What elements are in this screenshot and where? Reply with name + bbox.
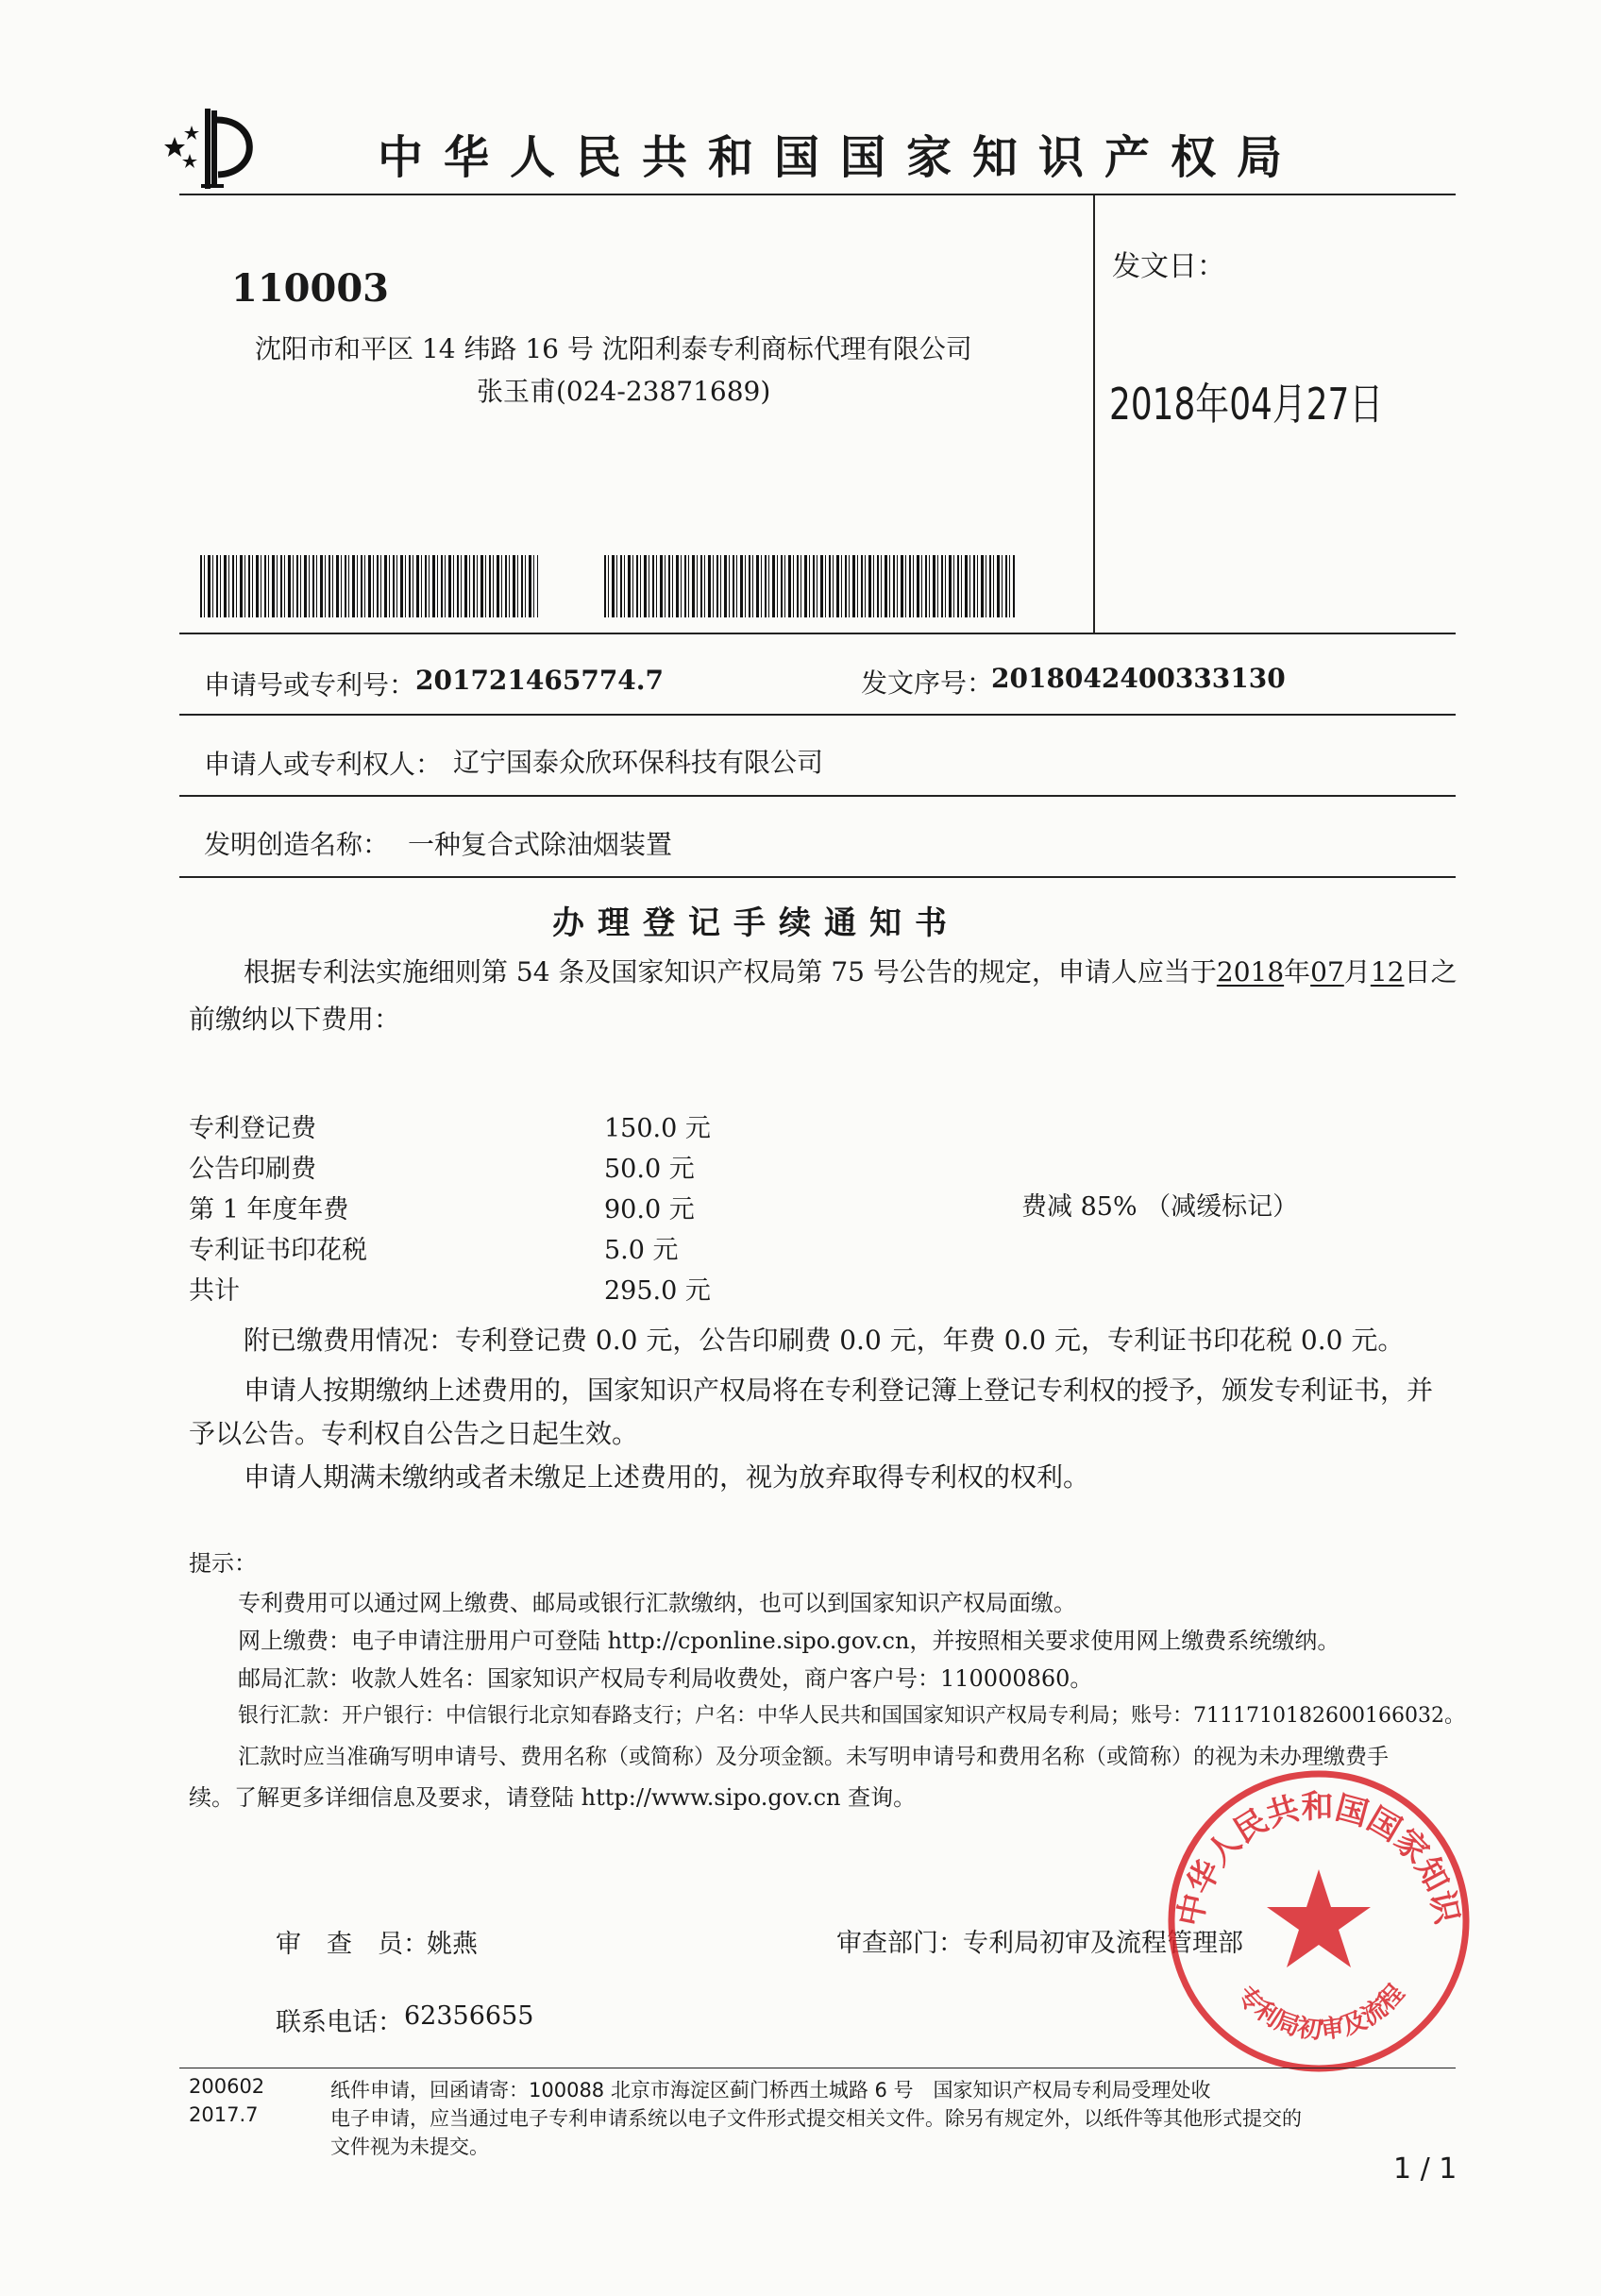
- office-name: 中华人民共和国国家知识产权局: [378, 131, 1304, 184]
- fee-name: 公告印刷费: [189, 1155, 316, 1184]
- fee-amount: 5.0 元: [604, 1236, 679, 1265]
- serial-no: 2018042400333130: [991, 663, 1286, 694]
- phone-number: 62356655: [404, 2001, 534, 2031]
- tip-line: 续。了解更多详细信息及要求，请登陆 http://www.sipo.gov.cn 查询。: [189, 1784, 917, 1811]
- app-no: 201721465774.7: [415, 665, 665, 696]
- intro-line-1: 根据专利法实施细则第 54 条及国家知识产权局第 75 号公告的规定，申请人应当于2018年07月12日之: [244, 956, 1458, 988]
- deadline-year: 2018: [1216, 956, 1285, 988]
- intro-line-2: 前缴纳以下费用：: [189, 1004, 401, 1035]
- recipient-contact: 张玉甫(024-23871689): [477, 376, 771, 407]
- examiner-label: 审 查 员：: [276, 1930, 429, 1959]
- footer-line: 电子申请，应当通过电子专利申请系统以电子文件形式提交相关文件。除另有规定外，以纸件等其他形式提交的: [330, 2107, 1302, 2130]
- date-column-divider: [1093, 194, 1095, 633]
- invention-title: 一种复合式除油烟装置: [408, 829, 673, 860]
- fee-name: 第 1 年度年费: [189, 1195, 349, 1224]
- issue-date-label: 发文日：: [1112, 250, 1225, 283]
- form-version: 2017.7: [189, 2103, 259, 2126]
- barcode-right: [604, 555, 1015, 617]
- issue-date: 2018年04月27日: [1109, 379, 1384, 430]
- body-line-1b: 予以公告。专利权自公告之日起生效。: [189, 1418, 639, 1449]
- tip-line: 网上缴费：电子申请注册用户可登陆 http://cponline.sipo.gov.cn，并按照相关要求使用网上缴费系统缴纳。: [238, 1628, 1340, 1654]
- body-line-1a: 申请人按期缴纳上述费用的，国家知识产权局将在专利登记簿上登记专利权的授予，颁发专利证书，并: [244, 1375, 1434, 1406]
- seal-top-text: 中华人民共和国国家知识: [1171, 1787, 1466, 1930]
- footer-line: 文件视为未提交。: [330, 2136, 489, 2158]
- dept-label: 审查部门：: [836, 1929, 964, 1958]
- deadline-month: 07: [1310, 956, 1344, 988]
- fee-name: 专利登记费: [189, 1114, 316, 1143]
- tip-line: 邮局汇款：收款人姓名：国家知识产权局专利局收费处，商户客户号：110000860。: [238, 1665, 1093, 1692]
- page-number: 1 / 1: [1393, 2152, 1458, 2186]
- fee-name: 专利证书印花税: [189, 1236, 367, 1265]
- tip-line: 银行汇款：开户银行：中信银行北京知春路支行；户名：中华人民共和国国家知识产权局专利局；账号：7111710182600166032。: [238, 1704, 1465, 1728]
- phone-label: 联系电话：: [276, 2008, 403, 2037]
- examiner-name: 姚燕: [427, 1930, 478, 1959]
- app-no-label: 申请号或专利号：: [204, 669, 416, 701]
- seal-bottom-text: 专利局初审及流程: [1230, 1979, 1410, 2046]
- official-seal: [1163, 1765, 1475, 2077]
- fee-reduction-note: 费减 85% （减缓标记）: [1021, 1192, 1299, 1222]
- fee-total-amount: 295.0 元: [604, 1276, 711, 1306]
- tip-line: 汇款时应当准确写明申请号、费用名称（或简称）及分项金额。未写明申请号和费用名称（或简称）的视为未办理缴费手: [238, 1745, 1389, 1769]
- row-divider-3: [179, 876, 1456, 878]
- fee-amount: 50.0 元: [604, 1155, 695, 1184]
- applicant-label: 申请人或专利权人：: [204, 749, 443, 780]
- fee-total-label: 共计: [189, 1276, 240, 1306]
- deadline-day: 12: [1370, 956, 1405, 988]
- title-label: 发明创造名称：: [204, 829, 390, 860]
- barcode-divider: [179, 633, 1456, 634]
- sipo-logo-icon: [156, 99, 283, 194]
- footer-line: 纸件申请，回函请寄：100088 北京市海淀区蓟门桥西土城路 6 号 国家知识产权局专利局受理处收: [330, 2079, 1211, 2102]
- notice-heading: 办理登记手续通知书: [552, 904, 960, 942]
- paid-info: 附已缴费用情况：专利登记费 0.0 元，公告印刷费 0.0 元，年费 0.0 元，专利证书印花税 0.0 元。: [244, 1325, 1405, 1356]
- tip-line: 专利费用可以通过网上缴费、邮局或银行汇款缴纳，也可以到国家知识产权局面缴。: [238, 1590, 1076, 1616]
- recipient-address: 沈阳市和平区 14 纬路 16 号 沈阳利泰专利商标代理有限公司: [255, 333, 972, 364]
- barcode-left: [200, 555, 538, 617]
- row-divider-1: [179, 714, 1456, 716]
- body-line-2: 申请人期满未缴纳或者未缴足上述费用的，视为放弃取得专利权的权利。: [244, 1461, 1090, 1493]
- dept-name: 专利局初审及流程管理部: [963, 1929, 1243, 1958]
- form-code: 200602: [189, 2075, 265, 2098]
- serial-label: 发文序号：: [861, 667, 994, 699]
- postcode: 110003: [231, 266, 389, 311]
- fee-amount: 90.0 元: [604, 1195, 695, 1224]
- applicant-name: 辽宁国泰众欣环保科技有限公司: [453, 747, 824, 778]
- tips-heading: 提示：: [189, 1550, 257, 1577]
- header-divider: [179, 194, 1456, 195]
- row-divider-2: [179, 795, 1456, 797]
- fee-amount: 150.0 元: [604, 1114, 711, 1143]
